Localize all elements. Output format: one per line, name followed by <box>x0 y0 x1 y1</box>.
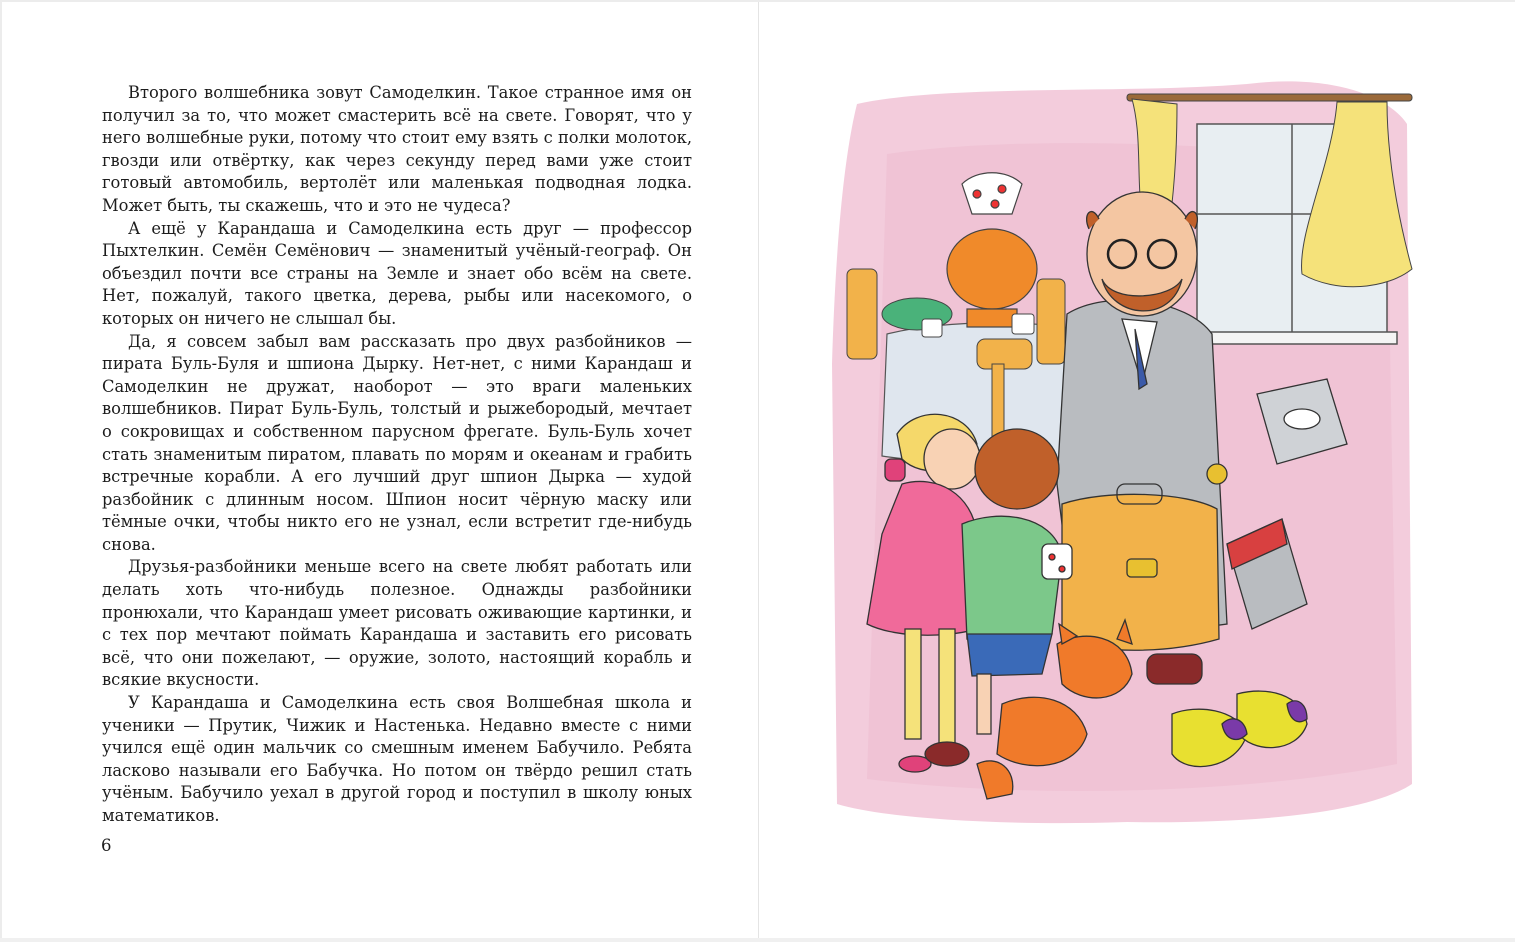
paragraph-3: Да, я совсем забыл вам рассказать про двух разбойников — пирата Буль-Буля и шпиона Дырку. Нет-нет, с ними Карандаш и Самоделкин не дружат, наоборот — это враги маленьких волшебников. Пират Буль-Буль, толстый и рыжебородый, мечтает о сокровищах и собственном парусном фрегате. Буль-Буль хочет стать знаменитым пиратом, плавать по морям и океанам и грабить встречные корабли. А его лучший друг шпион Дырка — худой разбойник с длинным носом. Шпион носит чёрную маску или тёмные очки, чтобы никто его не узнал, если встретит где-нибудь снова. <box>102 331 692 554</box>
paragraph-5: У Карандаша и Самоделкина есть своя Волшебная школа и ученики — Прутик, Чижик и Настенька. Недавно вместе с ними учился ещё один мальчик со смешным именем Бабучило. Ребята ласково называли его Бабучка. Но потом он твёрдо решил стать учёным. Бабучило уехал в другой город и поступил в школу юных математиков. <box>102 693 692 825</box>
cup <box>1012 314 1034 334</box>
paragraph-1: Второго волшебника зовут Самоделкин. Такое странное имя он получил за то, что может смастерить всё на свете. Говорят, что у него волшебные руки, потому что стоит ему взять с полки молоток, гвозди или отвёртку, как через секунду перед вами уже стоит готовый автомобиль, вертолёт или маленькая подводная лодка. Может быть, ты скажешь, что и это не чудеса? <box>102 83 692 215</box>
illustration <box>827 64 1417 830</box>
briefcase <box>1062 484 1219 650</box>
page-number: 6 <box>101 836 112 855</box>
frame-bottom <box>0 938 1515 942</box>
body-text <box>102 82 692 828</box>
paragraph-4: Друзья-разбойники меньше всего на свете любят работать или делать хоть что-нибудь полезное. Однажды разбойники пронюхали, что Карандаш умеет рисовать оживающие картинки, и с тех пор мечтают поймать Карандаша и заставить его рисовать всё, что они пожелают, — оружие, золото, настоящий корабль и всякие вкусности. <box>102 557 692 690</box>
paragraph-2: А ещё у Карандаша и Самоделкина есть друг — профессор Пыхтелкин. Семён Семёнович — знаменитый учёный-географ. Он объездил почти все страны на Земле и знает обо всём на свете. Нет, пожалуй, такого цветка, дерева, рыбы или насекомого, о которых он ничего не слышал бы. <box>102 218 692 328</box>
cup <box>922 319 942 337</box>
